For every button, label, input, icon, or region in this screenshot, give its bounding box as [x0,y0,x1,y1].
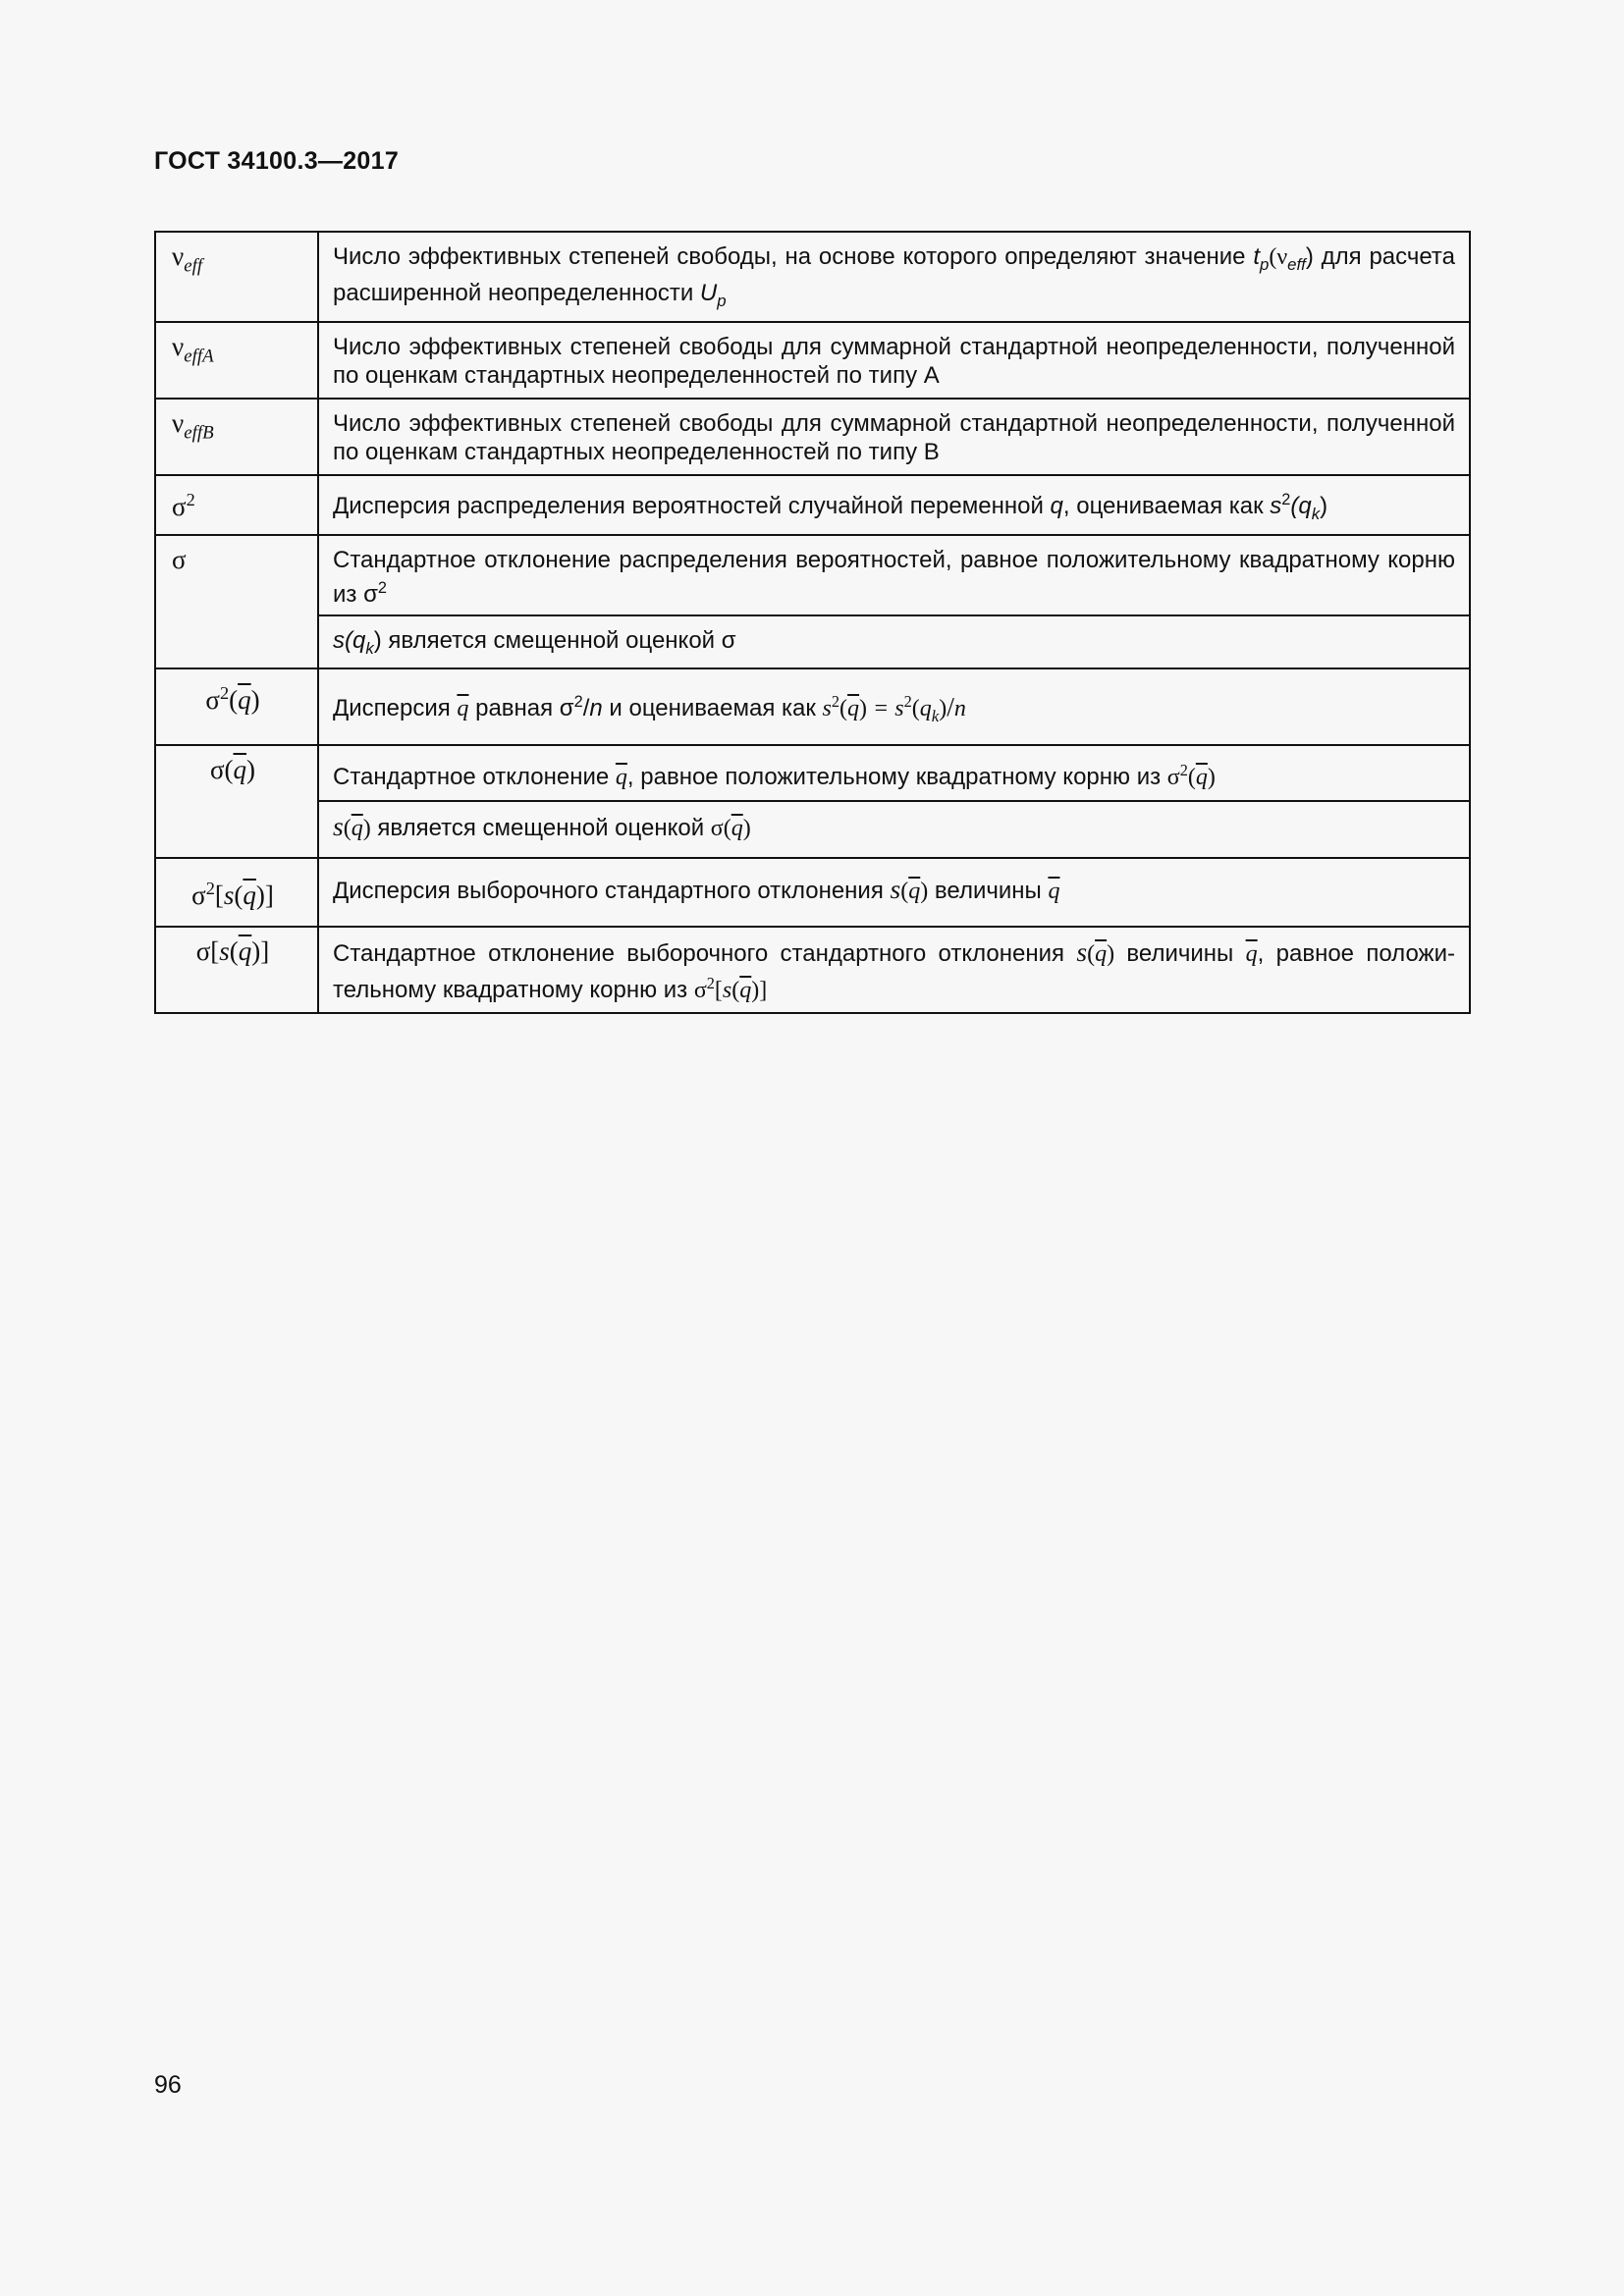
table-row [155,232,1470,322]
table-row [155,399,1470,475]
document-header: ГОСТ 34100.3—2017 [154,147,400,175]
table-row [155,535,1470,615]
table-row [155,858,1470,927]
description-cell: Число эффективных степеней свободы, на основе которого определяют значение $t_p(\nu_{eff})$ для расчета расширенной неопределенности $U_p$ [318,232,1470,322]
table-row [155,322,1470,399]
description-cell: $s(\overline{q})$ является смещенной оценкой $\sigma(\overline{q})$ [318,801,1470,858]
symbol-cell: $\sigma^2(\overline{q})$ [155,668,318,745]
description-cell: $s(q_k)$ является смещенной оценкой σ [318,615,1470,669]
symbol-cell: $\sigma[s(\overline{q})]$ [155,927,318,1013]
description-cell: Стандартное отклонение $\overline{q}$, равное положительному квадратному корню из $\sigma^2(\overline{q})$ [318,745,1470,801]
description-cell: Дисперсия распределения вероятностей случайной переменной q, оцениваемая как $s^2(q_k)$ [318,475,1470,535]
description-cell: Число эффективных степеней свободы для суммарной стандартной неопределенности, полученной по оценкам стандартных неопределенностей по типу А [318,322,1470,399]
description-cell: Дисперсия выборочного стандартного отклонения $s(\overline{q})$ величины $\overline{q}$ [318,858,1470,927]
symbol-cell: σ [155,535,318,669]
description-cell: Дисперсия $\overline{q}$ равная $\sigma^2/n$ и оцениваемая как $s^2(\overline{q}) = s^2(q_k)/n$ [318,668,1470,745]
symbol-cell: $\nu_{eff}$ [155,232,318,322]
table-row [155,615,1470,669]
table-row [155,475,1470,535]
description-cell: Стандартное отклонение распределения вероятностей, равное положительному квадратному корню из $\sigma^2$ [318,535,1470,615]
table-row [155,927,1470,1013]
table-row [155,668,1470,745]
symbol-cell: $\nu_{effA}$ [155,322,318,399]
symbol-cell: $\sigma^2[s(\overline{q})]$ [155,858,318,927]
table-row [155,801,1470,858]
description-cell: Стандартное отклонение выборочного стандартного отклонения $s(\overline{q})$ величины $\overline{q}$, равное положи-тельному квадратному корню из $\sigma^2[s(\overline{q})]$ [318,927,1470,1013]
symbol-cell: $\nu_{effB}$ [155,399,318,475]
page-number: 96 [154,2071,182,2099]
symbols-table [154,231,1471,1014]
symbol-cell: $\sigma^2$ [155,475,318,535]
symbol-cell: $\sigma(\overline{q})$ [155,745,318,858]
description-cell: Число эффективных степеней свободы для суммарной стандартной неопределенности, полученной по оценкам стандартных неопределенностей по типу В [318,399,1470,475]
table-row [155,745,1470,801]
